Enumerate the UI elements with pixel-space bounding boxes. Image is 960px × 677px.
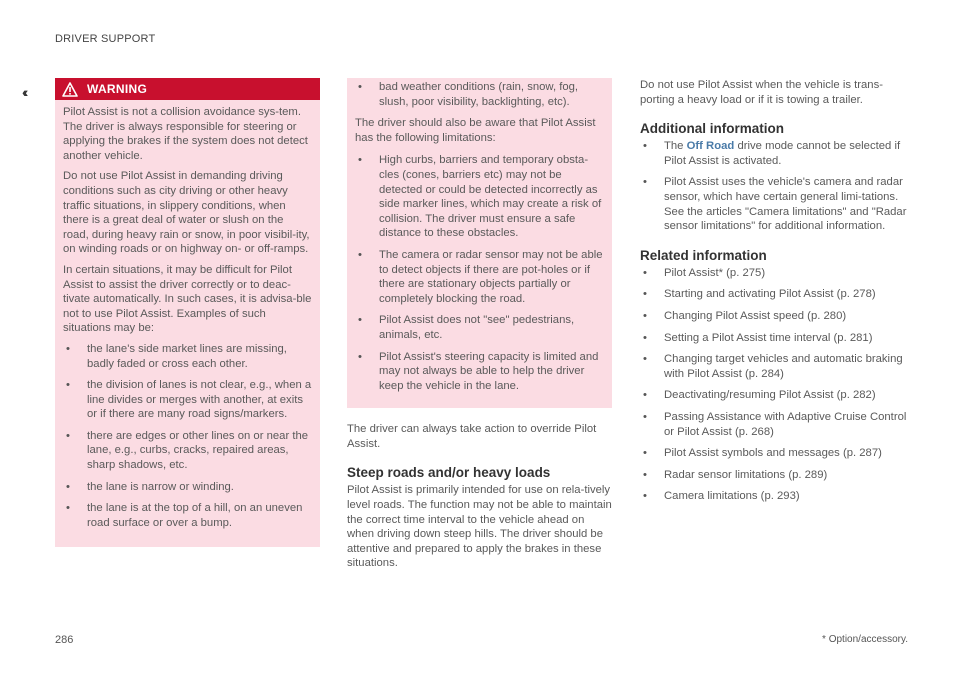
related-link[interactable]: • Setting a Pilot Assist time interval (p. 281) <box>640 331 908 346</box>
off-road-term: Off Road <box>686 140 735 153</box>
related-link[interactable]: • Changing Pilot Assist speed (p. 280) <box>640 309 908 324</box>
additional-info-heading: Additional information <box>640 121 784 137</box>
additional-info-list <box>640 139 908 234</box>
column-middle <box>347 78 612 571</box>
related-info-heading: Related information <box>640 247 767 263</box>
warning-title: WARNING <box>87 81 148 96</box>
section-title: DRIVER SUPPORT <box>55 33 156 45</box>
list-item: • Pilot Assist does not "see" pedestrians, animals, etc. <box>355 313 604 342</box>
footnote: * Option/accessory. <box>822 634 908 645</box>
related-link[interactable]: • Camera limitations (p. 293) <box>640 489 908 504</box>
continued-marker: ‹‹ <box>22 84 26 100</box>
warning-header <box>55 78 320 100</box>
warning-paragraph: Pilot Assist is not a collision avoidance sys-tem. The driver is always responsible for steering or applying the brakes if the system does not detect another vehicle. <box>63 106 308 162</box>
list-item: • Pilot Assist uses the vehicle's camera and radar sensor, which have certain general limi-tations. See the articles "Camera limitations" and "Radar sensor limitations" for additional information. <box>640 175 908 233</box>
steep-roads-text: Pilot Assist is primarily intended for use on rela-tively level roads. The function may not be able to maintain the correct time interval to the vehicle ahead on when driving down steep hills. The driver should be attentive and prepared to apply the brakes in these situations. <box>347 484 612 570</box>
list-item: • High curbs, barriers and temporary obsta-cles (cones, barriers etc) may not be detected or could be detected incorrectly as side marker lines, which may create a risk of collision. The driver must ensure a safe distance to these obstacles. <box>355 153 604 241</box>
limitations-intro: The driver should also be aware that Pilot Assist has the following limitations: <box>355 117 596 144</box>
list-item: • bad weather conditions (rain, snow, fog, slush, poor visibility, backlighting, etc). <box>355 80 604 109</box>
warning-paragraph: In certain situations, it may be difficult for Pilot Assist to assist the driver correctly or to deac-tivate automatically. In such cases, it is advisa-ble not to use Pilot Assist. Examples of such situations may be: <box>63 263 312 335</box>
warning-body <box>55 100 320 547</box>
list-item: • the lane is at the top of a hill, on an uneven road surface or over a bump. <box>63 501 312 530</box>
list-item: • The camera or radar sensor may not be able to detect objects if there are pot-holes or if there are stationary objects partially or completely blocking the road. <box>355 248 604 306</box>
related-link[interactable]: • Radar sensor limitations (p. 289) <box>640 468 908 483</box>
heavy-load-text: Do not use Pilot Assist when the vehicle is trans-porting a heavy load or if it is towing a trailer. <box>640 79 883 106</box>
warning-box <box>55 78 320 547</box>
list-item: • the division of lanes is not clear, e.g., when a line divides or merges with another, at exits or if there are many road signs/markers. <box>63 378 312 422</box>
list-item: • there are edges or other lines on or near the lane, e.g., curbs, cracks, repaired areas, sharp shadows, etc. <box>63 429 312 473</box>
list-item: • the lane's side market lines are missing, badly faded or cross each other. <box>63 342 312 371</box>
override-text: The driver can always take action to override Pilot Assist. <box>347 423 597 450</box>
text-fragment: drive mode cannot be selected if Pilot Assist is activated. <box>664 140 901 167</box>
warning-situation-list-continued <box>355 80 604 109</box>
steep-roads-heading: Steep roads and/or heavy loads <box>347 465 551 481</box>
related-link[interactable]: • Pilot Assist symbols and messages (p. 287) <box>640 446 908 461</box>
list-item <box>640 139 908 168</box>
related-link[interactable]: • Starting and activating Pilot Assist (p. 278) <box>640 287 908 302</box>
list-item: • the lane is narrow or winding. <box>63 480 312 495</box>
related-link[interactable]: • Changing target vehicles and automatic braking with Pilot Assist (p. 284) <box>640 352 908 381</box>
warning-triangle-icon <box>62 82 78 97</box>
column-right <box>640 78 908 511</box>
list-item: • Pilot Assist's steering capacity is limited and may not always be able to help the driver keep the vehicle in the lane. <box>355 350 604 394</box>
related-info-list <box>640 266 908 504</box>
page-number: 286 <box>55 634 74 646</box>
warning-situation-list <box>63 342 312 531</box>
limitations-list <box>355 153 604 393</box>
text-fragment: The <box>664 140 687 153</box>
related-link[interactable]: • Pilot Assist* (p. 275) <box>640 266 908 281</box>
related-link[interactable]: • Passing Assistance with Adaptive Cruise Control or Pilot Assist (p. 268) <box>640 410 908 439</box>
related-link[interactable]: • Deactivating/resuming Pilot Assist (p. 282) <box>640 388 908 403</box>
warning-paragraph: Do not use Pilot Assist in demanding driving conditions such as city driving or other heavy traffic situations, in slippery conditions, when there is a great deal of water or slush on the road, during heavy rain or snow, in poor visibil-ity, on winding roads or on highway on- or off-ramps. <box>63 170 310 256</box>
warning-box-continued <box>347 78 612 408</box>
